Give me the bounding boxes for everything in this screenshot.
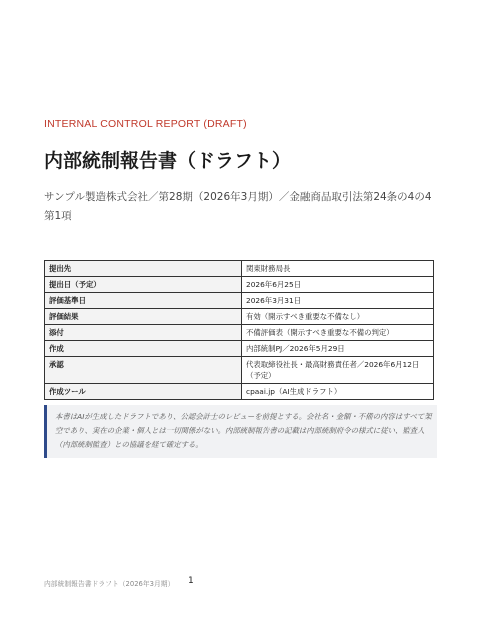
- report-meta-table: [44, 260, 434, 400]
- report-subtitle: サンプル製造株式会社／第28期（2026年3月期）／金融商品取引法第24条の4の4第1項: [44, 191, 432, 222]
- row-key: 承認: [45, 357, 242, 384]
- report-eyebrow: INTERNAL CONTROL REPORT (DRAFT): [44, 118, 247, 130]
- table-row: [45, 261, 434, 277]
- table-row: [45, 325, 434, 341]
- row-key: 評価結果: [45, 309, 242, 325]
- row-value: 不備評価表（開示すべき重要な不備の判定）: [242, 325, 434, 341]
- row-value: 内部統制PJ／2026年5月29日: [242, 341, 434, 357]
- row-key: 評価基準日: [45, 293, 242, 309]
- row-key: 提出先: [45, 261, 242, 277]
- row-value: 関東財務局長: [242, 261, 434, 277]
- footer-text: 内部統制報告書ドラフト（2026年3月期）: [44, 580, 175, 588]
- row-value: 代表取締役社長・最高財務責任者／2026年6月12日（予定）: [242, 357, 434, 384]
- table-row: [45, 309, 434, 325]
- table-row: [45, 384, 434, 400]
- row-key: 作成: [45, 341, 242, 357]
- row-key: 添付: [45, 325, 242, 341]
- page-number: 1: [188, 576, 194, 586]
- row-key: 提出日（予定）: [45, 277, 242, 293]
- row-value: cpaai.jp（AI生成ドラフト）: [242, 384, 434, 400]
- disclaimer-note: 本書はAIが生成したドラフトであり、公認会計士のレビューを前提とする。会社名・金額・不備の内容はすべて架空であり、実在の企業・個人とは一切関係がない。内部統制報告書の記載は内部統制府令の様式に従い、監査人（内部統制監査）との協議を経て確定する。: [44, 405, 437, 458]
- row-key: 作成ツール: [45, 384, 242, 400]
- table-row: [45, 357, 434, 384]
- table-row: [45, 341, 434, 357]
- row-value: 2026年3月31日: [242, 293, 434, 309]
- page-title: 内部統制報告書（ドラフト）: [44, 150, 292, 172]
- row-value: 2026年6月25日: [242, 277, 434, 293]
- table-row: [45, 277, 434, 293]
- table-row: [45, 293, 434, 309]
- row-value: 有効（開示すべき重要な不備なし）: [242, 309, 434, 325]
